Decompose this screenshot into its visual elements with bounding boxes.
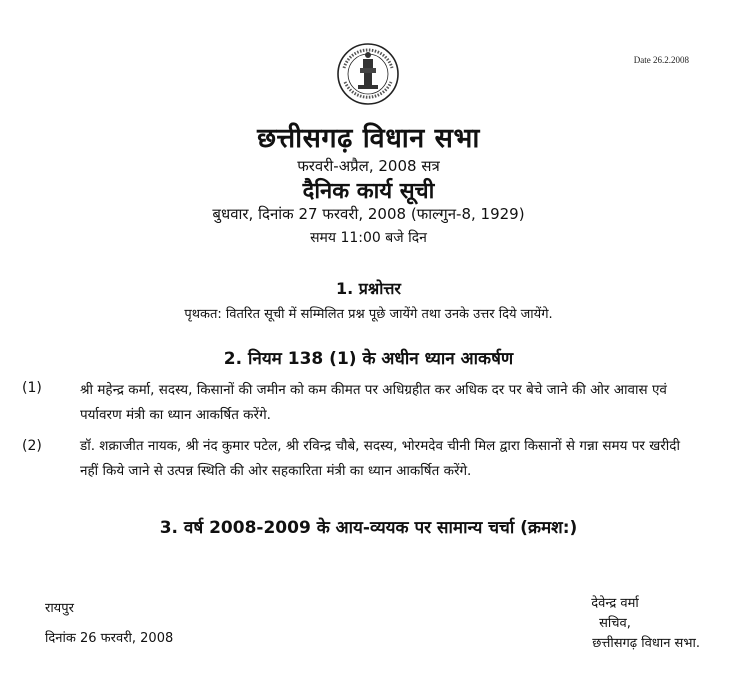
item-2-text: डॉ. शक्राजीत नायक, श्री नंद कुमार पटेल, श्री रविन्द्र चौबे, सदस्य, भोरमदेव चीनी मिल द्वारा किसानों से गन्ना समय पर खरीदी नहीं किये जाने से उत्पन्न स्थिति की ओर सहकारिता मंत्री का ध्यान आकर्षित करेंगे. bbox=[80, 438, 680, 479]
footer-place: रायपुर bbox=[45, 601, 74, 616]
item-1-number: (1) bbox=[22, 380, 42, 396]
agenda-title: दैनिक कार्य सूची bbox=[302, 179, 435, 204]
section-2-title: 2. नियम 138 (1) के अधीन ध्यान आकर्षण bbox=[223, 349, 514, 369]
signatory-office: छत्तीसगढ़ विधान सभा. bbox=[592, 636, 700, 651]
section-1-title: 1. प्रश्नोत्तर bbox=[336, 279, 401, 298]
item-2-number: (2) bbox=[22, 438, 42, 454]
date-line: बुधवार, दिनांक 27 फरवरी, 2008 (फाल्गुन-8, 1929) bbox=[212, 205, 525, 223]
assembly-title: छत्तीसगढ़ विधान सभा bbox=[257, 123, 480, 154]
section-3-title: 3. वर्ष 2008-2009 के आय-व्ययक पर सामान्य चर्चा (क्रमश:) bbox=[159, 518, 578, 538]
section-1-text: पृथकत: वितरित सूची में सम्मिलित प्रश्न पूछे जायेंगे तथा उनके उत्तर दिये जायेंगे. bbox=[184, 307, 553, 322]
signatory-name: देवेन्द्र वर्मा bbox=[591, 596, 639, 611]
item-1-text: श्री महेन्द्र कर्मा, सदस्य, किसानों की जमीन को कम कीमत पर अधिग्रहीत कर अधिक दर पर बेचे जाने की ओर आवास एवं पर्यावरण मंत्री का ध्यान आकर्षित करेंगे. bbox=[80, 382, 667, 423]
time-line: समय 11:00 बजे दिन bbox=[310, 230, 427, 246]
date-stamp: Date 26.2.2008 bbox=[633, 55, 689, 65]
session-line: फरवरी-अप्रैल, 2008 सत्र bbox=[297, 157, 440, 175]
footer-date: दिनांक 26 फरवरी, 2008 bbox=[45, 631, 174, 646]
signatory-role: सचिव, bbox=[599, 616, 631, 631]
assembly-seal-emblem bbox=[336, 42, 400, 106]
